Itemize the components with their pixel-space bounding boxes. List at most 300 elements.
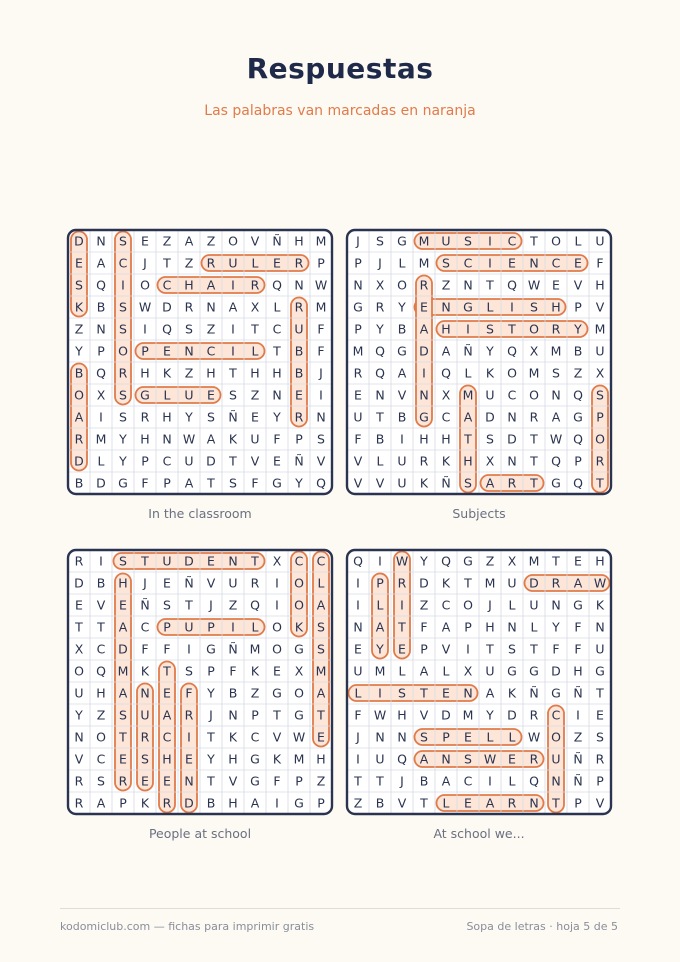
grid-letter: J xyxy=(356,233,360,249)
grid-letter: C xyxy=(551,707,561,723)
grid-letter: H xyxy=(595,553,605,569)
grid-letter: Q xyxy=(573,475,583,491)
grid-letter: T xyxy=(354,773,362,789)
grid-letter: I xyxy=(422,365,426,381)
grid-letter: N xyxy=(441,751,451,767)
grid-letter: N xyxy=(162,431,172,447)
grid-letter: N xyxy=(353,619,363,635)
grid-letter: M xyxy=(594,321,606,337)
grid-letter: N xyxy=(375,387,385,403)
grid-letter: V xyxy=(595,795,605,811)
grid-letter: Ñ xyxy=(228,409,238,425)
grid-letter: T xyxy=(141,553,149,569)
grid-letter: V xyxy=(397,795,407,811)
grid-letter: Q xyxy=(441,365,451,381)
grid-letter: S xyxy=(229,475,237,491)
grid-letter: J xyxy=(143,575,147,591)
grid-letter: A xyxy=(397,365,407,381)
grid-letter: S xyxy=(75,277,83,293)
grid-letter: V xyxy=(228,773,238,789)
grid-letter: X xyxy=(74,641,84,657)
grid-letter: N xyxy=(140,685,150,701)
grid-letter: V xyxy=(316,453,326,469)
grid-letter: Ñ xyxy=(573,685,583,701)
grid-letter: Y xyxy=(552,619,560,635)
grid-letter: S xyxy=(464,751,472,767)
grid-letter: S xyxy=(596,387,604,403)
grid-letter: O xyxy=(463,597,473,613)
grid-letter: S xyxy=(119,321,127,337)
grid-letter: D xyxy=(206,453,216,469)
grid-letter: B xyxy=(397,321,407,337)
grid-letter: J xyxy=(209,707,213,723)
grid-letter: L xyxy=(574,233,582,249)
grid-letter: Q xyxy=(375,365,385,381)
puzzle-subjects xyxy=(345,228,613,496)
grid-letter: R xyxy=(529,751,539,767)
grid-letter: G xyxy=(551,475,561,491)
grid-letter: H xyxy=(140,365,150,381)
grid-letter: I xyxy=(275,795,279,811)
grid-letter: E xyxy=(119,751,127,767)
grid-letter: P xyxy=(464,619,472,635)
grid-letter: L xyxy=(508,773,516,789)
grid-letter: S xyxy=(119,707,127,723)
puzzle-caption: In the classroom xyxy=(148,506,252,521)
grid-letter: D xyxy=(419,343,429,359)
puzzle-people-at-school xyxy=(66,548,334,816)
grid-letter: O xyxy=(140,277,150,293)
grid-letter: A xyxy=(74,409,84,425)
puzzle-caption: People at school xyxy=(148,826,252,841)
grid-letter: J xyxy=(488,597,492,613)
grid-letter: N xyxy=(316,409,326,425)
grid-letter: F xyxy=(574,641,582,657)
grid-letter: Q xyxy=(96,663,106,679)
grid-letter: K xyxy=(74,299,84,315)
grid-letter: C xyxy=(96,751,106,767)
grid-letter: N xyxy=(272,387,282,403)
grid-letter: A xyxy=(184,233,194,249)
grid-letter: C xyxy=(463,255,473,271)
grid-letter: A xyxy=(375,619,385,635)
grid-letter: P xyxy=(295,773,303,789)
grid-letter: C xyxy=(272,321,282,337)
grid-letter: S xyxy=(486,431,494,447)
grid-letter: T xyxy=(163,663,171,679)
grid-letter: T xyxy=(207,773,215,789)
grid-letter: I xyxy=(231,321,235,337)
grid-letter: U xyxy=(140,707,150,723)
grid-letter: C xyxy=(551,255,561,271)
grid-letter: L xyxy=(354,685,362,701)
grid-letter: V xyxy=(573,277,583,293)
grid-letter: Y xyxy=(398,299,406,315)
grid-letter: Ñ xyxy=(441,475,451,491)
grid-letter: P xyxy=(141,343,149,359)
grid-letter: N xyxy=(551,773,561,789)
grid-letter: Q xyxy=(551,453,561,469)
grid-letter: V xyxy=(441,641,451,657)
grid-letter: M xyxy=(293,751,305,767)
grid-letter: T xyxy=(229,453,237,469)
grid-letter: N xyxy=(74,729,84,745)
grid-letter: F xyxy=(552,641,560,657)
grid-letter: U xyxy=(595,641,605,657)
grid-letter: W xyxy=(593,575,607,591)
grid-letter: L xyxy=(273,299,281,315)
grid-letter: A xyxy=(206,431,216,447)
grid-letter: Ñ xyxy=(294,453,304,469)
grid-letter: T xyxy=(119,729,127,745)
grid-letter: E xyxy=(163,343,171,359)
grid-letter: R xyxy=(529,409,539,425)
grid-letter: P xyxy=(207,619,215,635)
grid-letter: G xyxy=(250,751,260,767)
grid-letter: G xyxy=(507,663,517,679)
grid-letter: N xyxy=(441,299,451,315)
grid-letter: D xyxy=(529,575,539,591)
grid-letter: R xyxy=(118,365,128,381)
grid-letter: S xyxy=(508,641,516,657)
grid-letter: C xyxy=(162,277,172,293)
grid-letter: M xyxy=(374,663,386,679)
grid-letter: G xyxy=(140,387,150,403)
grid-letter: V xyxy=(250,233,260,249)
grid-letter: V xyxy=(353,475,363,491)
grid-letter: D xyxy=(441,707,451,723)
grid-letter: N xyxy=(397,729,407,745)
grid-letter: F xyxy=(317,321,325,337)
grid-letter: Y xyxy=(273,409,281,425)
grid-letter: G xyxy=(272,685,282,701)
grid-letter: H xyxy=(551,299,561,315)
grid-letter: Ñ xyxy=(573,773,583,789)
grid-letter: B xyxy=(375,795,385,811)
grid-letter: O xyxy=(228,233,238,249)
grid-letter: V xyxy=(74,751,84,767)
grid-letter: R xyxy=(419,277,429,293)
grid-letter: E xyxy=(420,299,428,315)
grid-letter: T xyxy=(75,619,83,635)
grid-letter: L xyxy=(251,343,259,359)
grid-letter: K xyxy=(162,365,172,381)
grid-letter: S xyxy=(119,299,127,315)
grid-letter: Ñ xyxy=(463,343,473,359)
grid-letter: S xyxy=(119,409,127,425)
grid-letter: B xyxy=(375,431,385,447)
grid-letter: T xyxy=(420,795,428,811)
grid-letter: F xyxy=(596,255,604,271)
grid-letter: Ñ xyxy=(228,641,238,657)
grid-letter: G xyxy=(294,641,304,657)
grid-letter: P xyxy=(442,729,450,745)
grid-letter: W xyxy=(549,431,563,447)
grid-letter: U xyxy=(228,575,238,591)
grid-letter: Ñ xyxy=(272,233,282,249)
grid-letter: R xyxy=(74,553,84,569)
grid-letter: T xyxy=(207,475,215,491)
grid-letter: J xyxy=(378,255,382,271)
grid-letter: T xyxy=(273,343,281,359)
grid-letter: R xyxy=(140,729,150,745)
grid-letter: E xyxy=(354,641,362,657)
grid-letter: G xyxy=(573,409,583,425)
grid-letter: C xyxy=(294,553,304,569)
grid-letter: R xyxy=(140,409,150,425)
grid-letter: L xyxy=(442,795,450,811)
grid-letter: N xyxy=(228,707,238,723)
grid-letter: N xyxy=(595,619,605,635)
grid-letter: X xyxy=(529,343,539,359)
grid-letter: H xyxy=(96,685,106,701)
grid-letter: R xyxy=(294,255,304,271)
grid-letter: N xyxy=(507,453,517,469)
grid-letter: I xyxy=(356,597,360,613)
grid-letter: Z xyxy=(184,255,194,271)
grid-letter: O xyxy=(294,597,304,613)
grid-letter: L xyxy=(486,729,494,745)
grid-letter: S xyxy=(119,553,127,569)
grid-letter: C xyxy=(206,343,216,359)
grid-letter: U xyxy=(162,553,172,569)
grid-letter: H xyxy=(463,453,473,469)
grid-letter: T xyxy=(97,619,105,635)
grid-letter: R xyxy=(551,575,561,591)
grid-letter: Z xyxy=(353,795,363,811)
grid-letter: W xyxy=(527,277,541,293)
grid-letter: X xyxy=(595,365,605,381)
grid-letter: T xyxy=(163,255,171,271)
grid-letter: R xyxy=(250,575,260,591)
grid-letter: N xyxy=(529,255,539,271)
grid-letter: J xyxy=(400,773,404,789)
grid-letter: G xyxy=(206,641,216,657)
grid-letter: G xyxy=(551,685,561,701)
grid-letter: D xyxy=(507,431,517,447)
grid-letter: H xyxy=(162,751,172,767)
grid-letter: B xyxy=(96,575,106,591)
grid-letter: U xyxy=(294,321,304,337)
grid-letter: R xyxy=(118,773,128,789)
grid-letter: X xyxy=(441,387,451,403)
grid-letter: G xyxy=(529,663,539,679)
grid-letter: P xyxy=(163,619,171,635)
grid-letter: D xyxy=(74,575,84,591)
word-search-grid xyxy=(66,228,334,496)
grid-letter: M xyxy=(315,663,327,679)
footer-divider xyxy=(60,908,620,909)
grid-letter: M xyxy=(315,233,327,249)
grid-letter: Z xyxy=(485,553,495,569)
grid-letter: E xyxy=(508,255,516,271)
grid-letter: Y xyxy=(420,553,428,569)
grid-letter: I xyxy=(275,597,279,613)
grid-letter: M xyxy=(249,641,261,657)
grid-letter: U xyxy=(397,453,407,469)
grid-letter: O xyxy=(294,575,304,591)
grid-letter: N xyxy=(228,553,238,569)
grid-letter: R xyxy=(206,255,216,271)
grid-letter: H xyxy=(441,431,451,447)
grid-letter: M xyxy=(528,365,540,381)
grid-letter: F xyxy=(574,619,582,635)
page-subtitle: Las palabras van marcadas en naranja xyxy=(204,103,476,119)
grid-letter: G xyxy=(118,475,128,491)
grid-letter: Ñ xyxy=(529,685,539,701)
grid-letter: X xyxy=(463,663,473,679)
grid-letter: D xyxy=(507,707,517,723)
grid-letter: I xyxy=(356,751,360,767)
grid-letter: Z xyxy=(162,233,172,249)
grid-letter: I xyxy=(466,321,470,337)
grid-letter: A xyxy=(96,255,106,271)
grid-letter: N xyxy=(507,409,517,425)
grid-letter: C xyxy=(162,453,172,469)
grid-letter: C xyxy=(162,729,172,745)
grid-letter: X xyxy=(507,553,517,569)
grid-letter: A xyxy=(316,597,326,613)
grid-letter: C xyxy=(507,387,517,403)
grid-letter: C xyxy=(250,729,260,745)
grid-letter: Y xyxy=(207,685,215,701)
grid-letter: H xyxy=(118,575,128,591)
grid-letter: H xyxy=(573,663,583,679)
grid-letter: G xyxy=(573,597,583,613)
grid-letter: M xyxy=(550,343,562,359)
grid-letter: R xyxy=(74,795,84,811)
grid-letter: B xyxy=(419,773,429,789)
grid-letter: P xyxy=(574,299,582,315)
grid-letter: E xyxy=(163,685,171,701)
grid-letter: K xyxy=(441,575,451,591)
grid-letter: P xyxy=(97,343,105,359)
grid-letter: E xyxy=(398,641,406,657)
grid-letter: Q xyxy=(529,773,539,789)
grid-letter: N xyxy=(507,619,517,635)
grid-letter: Y xyxy=(75,343,83,359)
grid-letter: H xyxy=(250,365,260,381)
grid-letter: W xyxy=(138,299,152,315)
grid-letter: A xyxy=(485,685,495,701)
grid-letter: Ñ xyxy=(140,597,150,613)
grid-letter: T xyxy=(486,641,494,657)
grid-letter: E xyxy=(273,255,281,271)
grid-letter: V xyxy=(397,387,407,403)
grid-letter: T xyxy=(376,409,384,425)
grid-letter: F xyxy=(354,431,362,447)
grid-letter: Ñ xyxy=(573,751,583,767)
grid-letter: D xyxy=(485,409,495,425)
grid-letter: U xyxy=(353,409,363,425)
grid-letter: S xyxy=(376,233,384,249)
grid-letter: F xyxy=(141,475,149,491)
grid-letter: V xyxy=(250,453,260,469)
grid-letter: I xyxy=(400,431,404,447)
grid-letter: K xyxy=(507,685,517,701)
grid-letter: L xyxy=(251,619,259,635)
grid-letter: E xyxy=(464,729,472,745)
grid-letter: A xyxy=(206,277,216,293)
grid-letter: U xyxy=(184,619,194,635)
grid-letter: R xyxy=(294,409,304,425)
grid-letter: H xyxy=(419,431,429,447)
grid-letter: E xyxy=(163,773,171,789)
grid-letter: S xyxy=(207,409,215,425)
grid-letter: V xyxy=(419,707,429,723)
grid-letter: F xyxy=(354,707,362,723)
grid-letter: B xyxy=(294,343,304,359)
grid-letter: H xyxy=(162,409,172,425)
grid-letter: W xyxy=(373,707,387,723)
grid-letter: N xyxy=(184,773,194,789)
grid-letter: U xyxy=(529,597,539,613)
grid-letter: T xyxy=(552,795,560,811)
grid-letter: Z xyxy=(74,321,84,337)
grid-letter: I xyxy=(231,343,235,359)
grid-letter: P xyxy=(354,321,362,337)
grid-letter: M xyxy=(117,663,129,679)
grid-letter: T xyxy=(530,475,538,491)
grid-letter: W xyxy=(483,751,497,767)
grid-letter: I xyxy=(275,575,279,591)
grid-letter: O xyxy=(397,277,407,293)
grid-letter: S xyxy=(163,597,171,613)
grid-letter: N xyxy=(551,387,561,403)
grid-letter: U xyxy=(551,751,561,767)
grid-letter: A xyxy=(419,663,429,679)
grid-letter: S xyxy=(229,387,237,403)
grid-letter: N xyxy=(375,729,385,745)
grid-letter: I xyxy=(466,641,470,657)
grid-letter: I xyxy=(231,619,235,635)
grid-letter: G xyxy=(463,299,473,315)
puzzle-at-school-we xyxy=(345,548,613,816)
grid-letter: V xyxy=(272,729,282,745)
grid-letter: G xyxy=(397,343,407,359)
grid-letter: X xyxy=(272,553,282,569)
grid-letter: C xyxy=(140,619,150,635)
grid-letter: E xyxy=(596,707,604,723)
grid-letter: Y xyxy=(574,321,582,337)
grid-letter: F xyxy=(251,475,259,491)
page-title: Respuestas xyxy=(246,52,434,85)
grid-letter: I xyxy=(378,685,382,701)
grid-letter: Z xyxy=(250,387,260,403)
grid-letter: B xyxy=(74,475,84,491)
grid-letter: M xyxy=(418,233,430,249)
grid-letter: U xyxy=(485,387,495,403)
grid-letter: Z xyxy=(206,233,216,249)
grid-letter: T xyxy=(530,641,538,657)
grid-letter: V xyxy=(206,575,216,591)
grid-letter: S xyxy=(119,233,127,249)
grid-letter: G xyxy=(419,409,429,425)
grid-letter: M xyxy=(462,387,474,403)
grid-letter: O xyxy=(529,387,539,403)
grid-letter: O xyxy=(272,641,282,657)
grid-letter: M xyxy=(462,707,474,723)
grid-letter: E xyxy=(119,597,127,613)
grid-letter: J xyxy=(209,597,213,613)
grid-letter: T xyxy=(420,685,428,701)
grid-letter: P xyxy=(207,663,215,679)
grid-letter: Z xyxy=(96,707,106,723)
grid-letter: Q xyxy=(162,321,172,337)
grid-letter: W xyxy=(395,553,409,569)
grid-letter: M xyxy=(484,575,496,591)
grid-letter: O xyxy=(595,431,605,447)
